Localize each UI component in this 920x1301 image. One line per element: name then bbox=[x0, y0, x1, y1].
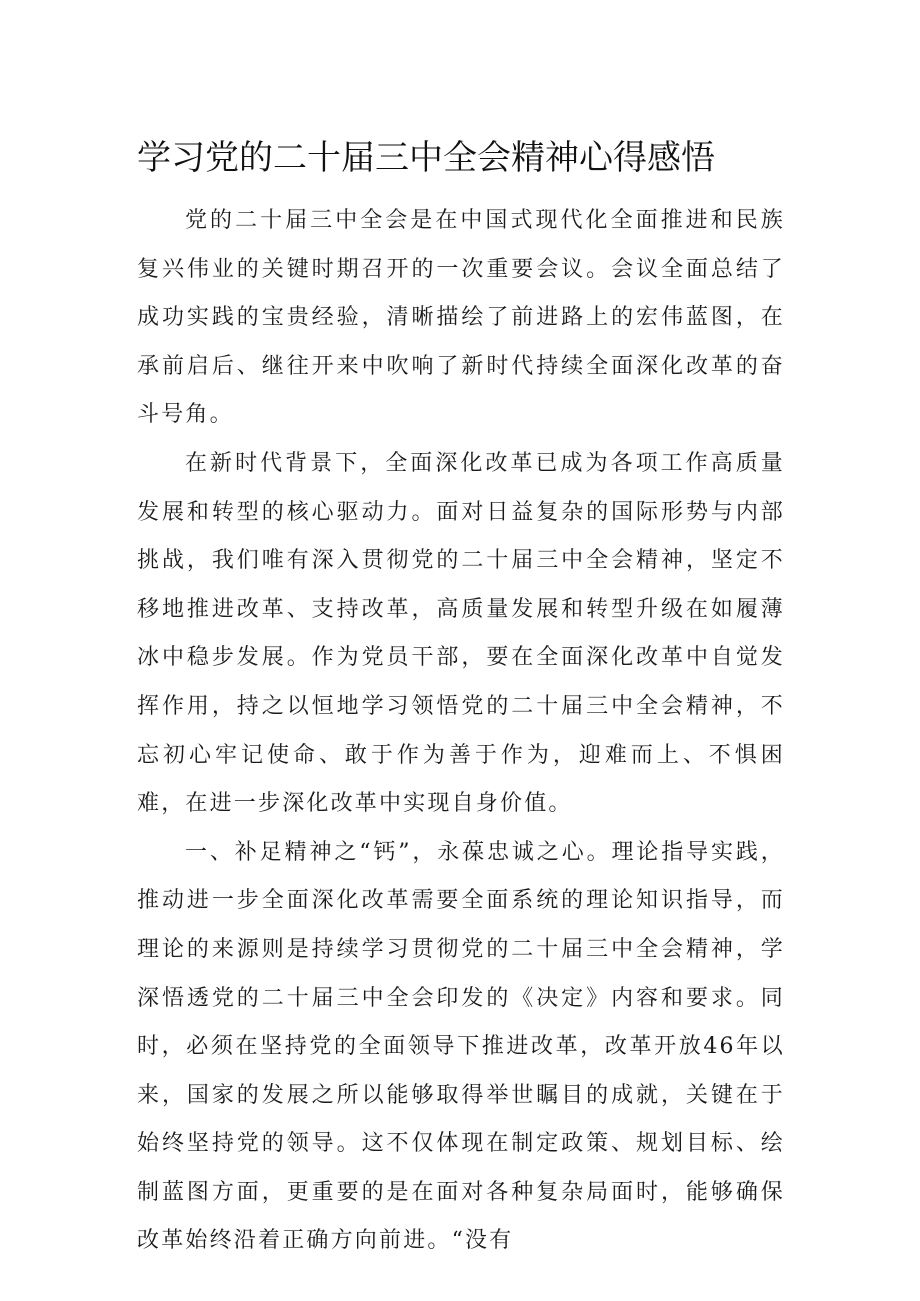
document-body bbox=[137, 197, 785, 1266]
paragraph-2: 在新时代背景下，全面深化改革已成为各项工作高质量发展和转型的核心驱动力。面对日益复杂的国际形势与内部挑战，我们唯有深入贯彻党的二十届三中全会精神，坚定不移地推进改革、支持改革，高质量发展和转型升级在如履薄冰中稳步发展。作为党员干部，要在全面深化改革中自觉发挥作用，持之以恒地学习领悟党的二十届三中全会精神，不忘初心牢记使命、敢于作为善于作为，迎难而上、不惧困难，在进一步深化改革中实现自身价值。 bbox=[137, 450, 785, 817]
paragraph-1: 党的二十届三中全会是在中国式现代化全面推进和民族复兴伟业的关键时期召开的一次重要会议。会议全面总结了成功实践的宝贵经验，清晰描绘了前进路上的宏伟蓝图，在承前启后、继往开来中吹响了新时代持续全面深化改革的奋斗号角。 bbox=[137, 208, 785, 428]
paragraph-3: 一、补足精神之“钙”，永葆忠诚之心。理论指导实践，推动进一步全面深化改革需要全面系统的理论知识指导，而理论的来源则是持续学习贯彻党的二十届三中全会精神，学深悟透党的二十届三中全会印发的《决定》内容和要求。同时，必须在坚持党的全面领导下推进改革，改革开放46年以来，国家的发展之所以能够取得举世瞩目的成就，关键在于始终坚持党的领导。这不仅体现在制定政策、规划目标、绘制蓝图方面，更重要的是在面对各种复杂局面时，能够确保改革始终沿着正确方向前进。“没有 bbox=[137, 839, 785, 1254]
document-title: 学习党的二十届三中全会精神心得感悟 bbox=[137, 138, 715, 178]
